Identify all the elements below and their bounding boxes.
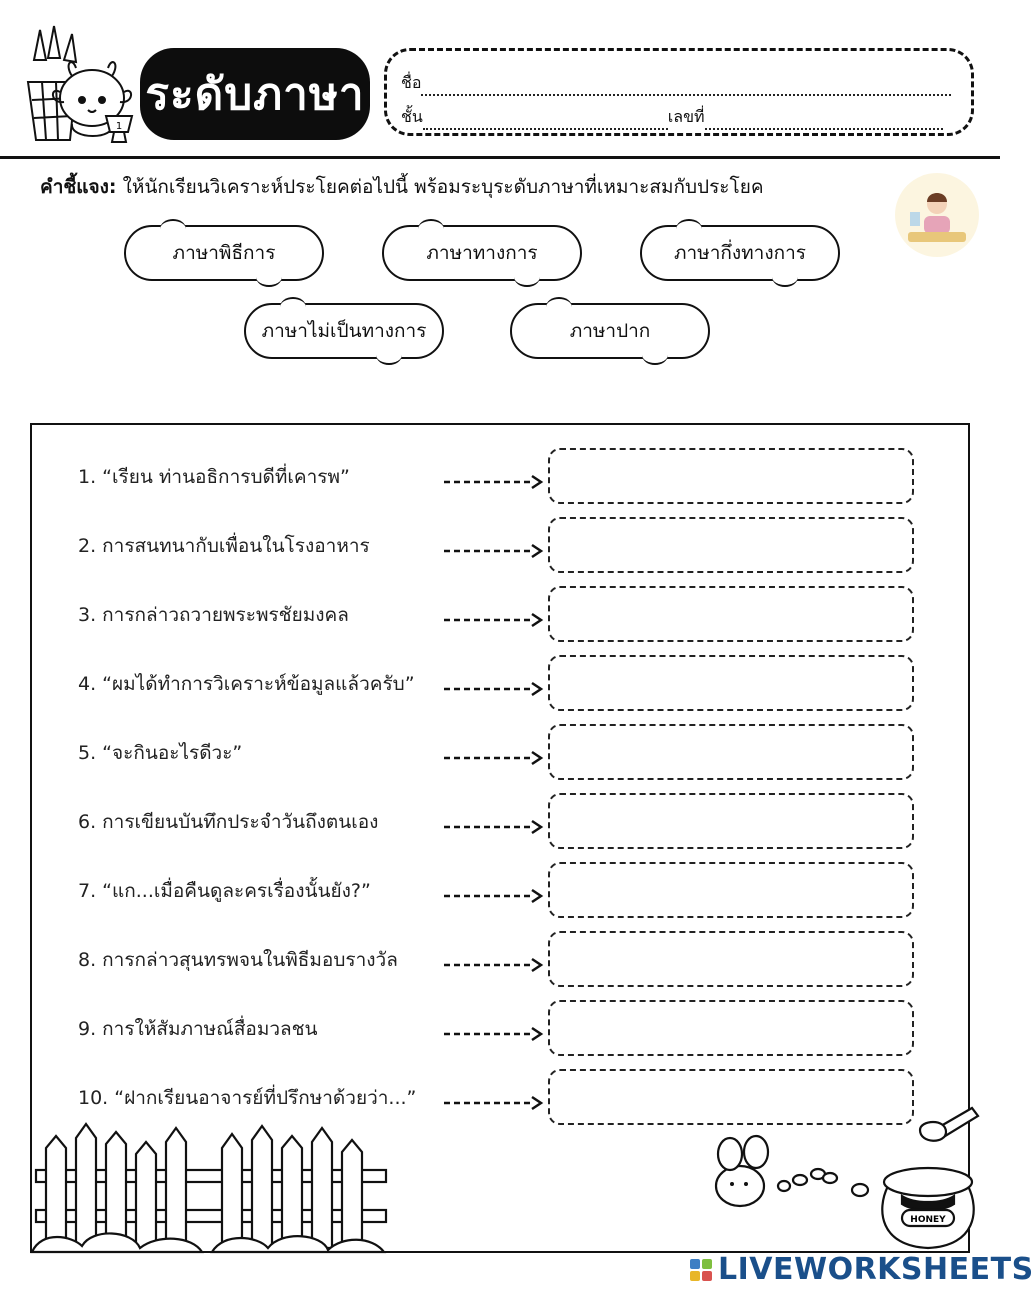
- question-row: [78, 448, 918, 504]
- name-input[interactable]: [421, 76, 951, 96]
- question-text: 8. การกล่าวสุนทรพจนในพิธีมอบรางวัล: [78, 949, 398, 971]
- class-input[interactable]: [423, 110, 668, 130]
- question-text: 5. “จะกินอะไรดีวะ”: [78, 742, 243, 764]
- question-row: [78, 724, 918, 780]
- question-row: [78, 655, 918, 711]
- honey-label: HONEY: [910, 1215, 946, 1225]
- brand-name: LIVEWORKSHEETS: [718, 1252, 1034, 1287]
- answer-box[interactable]: [548, 931, 914, 987]
- instruction: [40, 172, 764, 202]
- answer-box[interactable]: [548, 448, 914, 504]
- page-title: ระดับภาษา: [140, 48, 370, 140]
- liveworksheets-icon: [690, 1259, 712, 1281]
- deer-mascot-illustration: [20, 20, 140, 145]
- option-informal[interactable]: ภาษาไม่เป็นทางการ: [244, 303, 444, 359]
- option-formal[interactable]: ภาษาทางการ: [382, 225, 582, 281]
- answer-box[interactable]: [548, 517, 914, 573]
- option-formal-ceremonial[interactable]: ภาษาพิธีการ: [124, 225, 324, 281]
- arrow-right-icon: [444, 888, 544, 904]
- question-text: 2. การสนทนากับเพื่อนในโรงอาหาร: [78, 535, 370, 557]
- question-text: 3. การกล่าวถวายพระพรชัยมงคล: [78, 604, 349, 626]
- arrow-right-icon: [444, 474, 544, 490]
- question-row: [78, 862, 918, 918]
- arrow-right-icon: [444, 957, 544, 973]
- fence-illustration: [32, 1118, 392, 1253]
- question-row: [78, 793, 918, 849]
- question-text: 4. “ผมได้ทำการวิเคราะห์ข้อมูลแล้วครับ”: [78, 673, 415, 695]
- arrow-right-icon: [444, 1026, 544, 1042]
- liveworksheets-logo: [690, 1252, 1034, 1287]
- arrow-right-icon: [444, 681, 544, 697]
- class-label: ชั้น: [401, 107, 423, 126]
- question-row: [78, 1000, 918, 1056]
- answer-box[interactable]: [548, 655, 914, 711]
- question-text: 10. “ฝากเรียนอาจารย์ที่ปรึกษาด้วยว่า...”: [78, 1087, 417, 1109]
- question-row: [78, 517, 918, 573]
- arrow-right-icon: [444, 750, 544, 766]
- answer-box[interactable]: [548, 586, 914, 642]
- arrow-right-icon: [444, 612, 544, 628]
- instruction-label: คำชี้แจง:: [40, 176, 117, 198]
- number-label: เลขที่: [667, 107, 705, 126]
- answer-box[interactable]: [548, 862, 914, 918]
- question-text: 7. “แก...เมื่อคืนดูละครเรื่องนั้นยัง?”: [78, 880, 371, 902]
- name-label: ชื่อ: [401, 73, 422, 92]
- bee-honey-illustration: [710, 1100, 980, 1250]
- teacher-logo-icon: [894, 172, 980, 258]
- number-input[interactable]: [705, 110, 943, 130]
- student-info-box: [384, 48, 974, 136]
- arrow-right-icon: [444, 1095, 544, 1111]
- header-divider: [0, 156, 1000, 159]
- arrow-right-icon: [444, 819, 544, 835]
- answer-box[interactable]: [548, 793, 914, 849]
- option-semi-formal[interactable]: ภาษากึ่งทางการ: [640, 225, 840, 281]
- instruction-text: ให้นักเรียนวิเคราะห์ประโยคต่อไปนี้ พร้อมระบุระดับภาษาที่เหมาะสมกับประโยค: [116, 176, 764, 198]
- question-row: [78, 931, 918, 987]
- question-text: 1. “เรียน ท่านอธิการบดีที่เคารพ”: [78, 466, 350, 488]
- class-line: [401, 105, 943, 130]
- name-line: [401, 71, 951, 96]
- answer-box[interactable]: [548, 1000, 914, 1056]
- arrow-right-icon: [444, 543, 544, 559]
- answer-box[interactable]: [548, 724, 914, 780]
- option-colloquial[interactable]: ภาษาปาก: [510, 303, 710, 359]
- question-text: 6. การเขียนบันทึกประจำวันถึงตนเอง: [78, 811, 379, 833]
- question-row: [78, 586, 918, 642]
- trophy-number: 1: [115, 121, 123, 132]
- question-text: 9. การให้สัมภาษณ์สื่อมวลชน: [78, 1018, 318, 1040]
